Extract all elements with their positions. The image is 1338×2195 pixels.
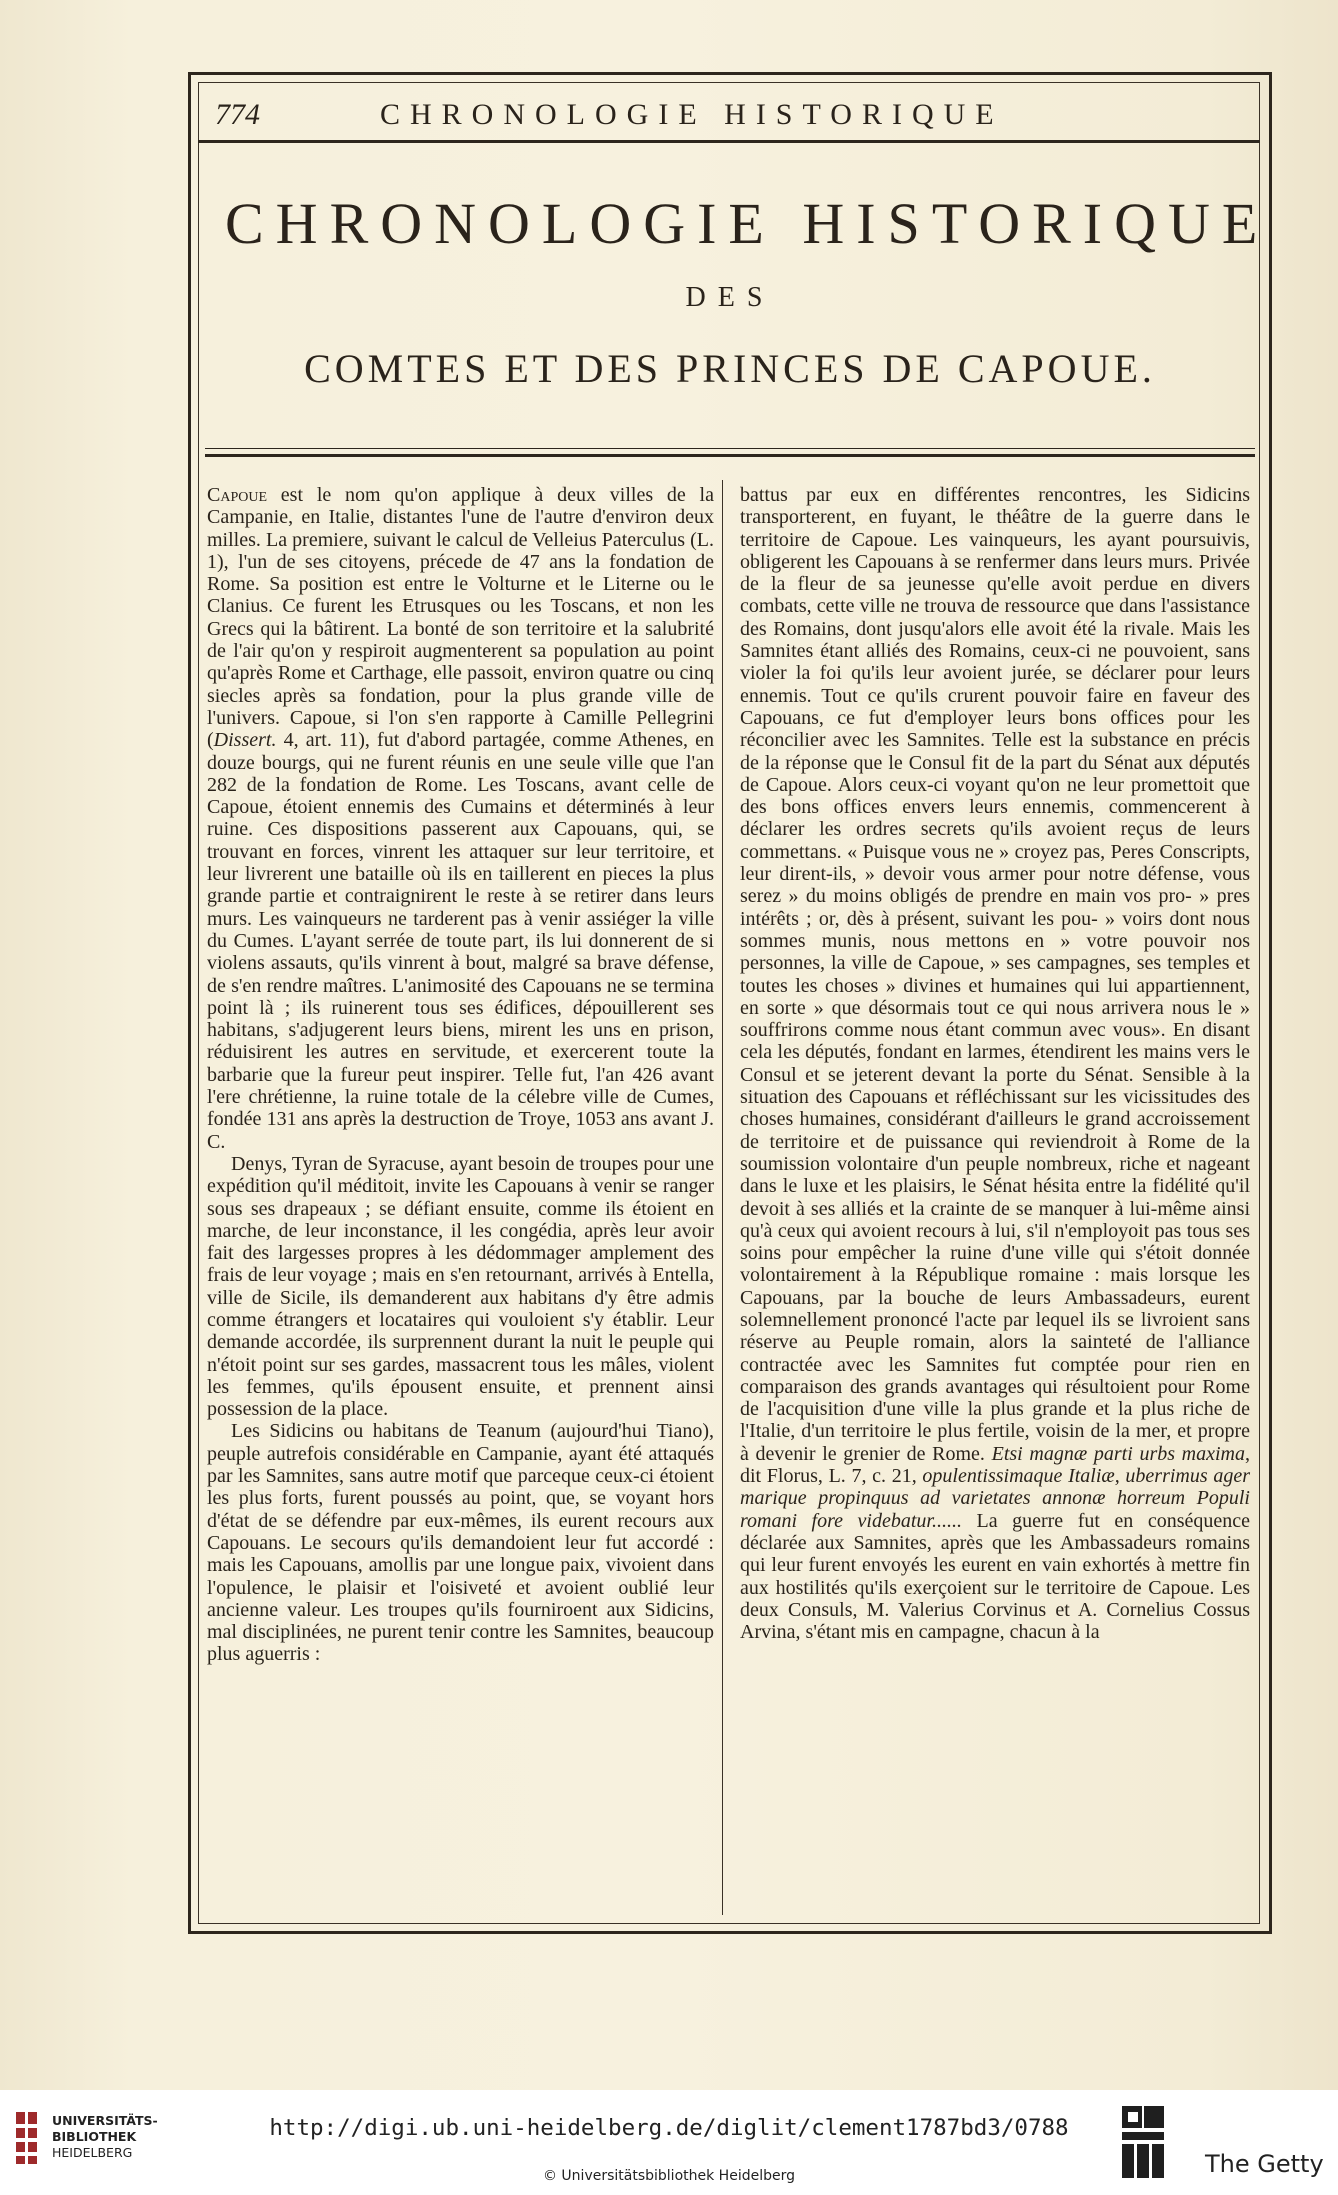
library-name-line: BIBLIOTHEK — [52, 2129, 137, 2144]
getty-logo-icon — [1120, 2102, 1166, 2182]
title-connector: DES — [685, 282, 775, 313]
drop-word: Capoue — [207, 484, 268, 506]
permalink-url[interactable]: http://digi.ub.uni-heidelberg.de/diglit/clement1787bd3/0788 — [269, 2115, 1069, 2141]
quotation-italic: Etsi magnæ parti urbs maxima — [991, 1442, 1246, 1465]
paragraph — [207, 484, 714, 1153]
copyright-notice: © Universitätsbibliothek Heidelberg — [542, 2168, 795, 2184]
page-subtitle: COMTES ET DES PRINCES DE CAPOUE. — [304, 346, 1156, 391]
paragraph-text: La guerre fut en conséquence déclarée aux Samnites, après que les Ambassadeurs romains qui leur furent envoyés les eurent en vain exhortés à mettre fin aux hostilités qu'ils exerçoient sur le territoire de Capoue. Les deux Consuls, M. Valerius Corvinus et A. Cornelius Cossus Arvina, s'étant mis en campagne, chacun à la — [740, 1509, 1250, 1644]
quotation-italic: opulentissimaque Italiæ, uberrimus ager marique propinquus ad varietates annonæ horreum Populi romani fore videbatur...... — [740, 1465, 1250, 1532]
getty-name: The Getty — [1205, 2150, 1324, 2178]
paragraph-text: , dit Florus, L. 7, c. 21, — [740, 1442, 1251, 1488]
left-column — [207, 484, 714, 1666]
title-rule — [205, 448, 1255, 457]
paragraph: Denys, Tyran de Syracuse, ayant besoin de troupes pour une expédition qu'il méditoit, invite les Capouans à venir se ranger sous ses drapeaux ; se défiant ensuite, comme ils étoient en marche, de leur inconstance, il les congédia, après leur avoir fait des largesses propres à les dédommager amplement des frais de leur voyage ; mais en s'en retournant, arrivés à Entella, ville de Sicile, ils demanderent aux habitans d'y être admis comme étrangers et locataires qui vouloient s'y établir. Leur demande accordée, ils surprennent durant la nuit le peuple qui n'étoit point sur ses gardes, massacrent tous les mâles, violent les femmes, qu'ils épousent ensuite, et prennent ainsi possession de la place. — [207, 1152, 714, 1421]
header-rule — [198, 140, 1260, 143]
paragraph — [740, 484, 1250, 1643]
running-head: CHRONOLOGIE HISTORIQUE — [380, 98, 1004, 131]
paragraph-text: est le nom qu'on applique à deux villes de la Campanie, en Italie, distantes l'une de l'autre d'environ deux milles. La premiere, suivant le calcul de Velleius Paterculus (L. 1), l'un de ses citoyens, précede de 47 ans la fondation de Rome. Sa position est entre le Volturne et le Literne ou le Clanius. Ce furent les Etrusques ou les Toscans, et non les Grecs qui la bâtirent. La bonté de son territoire et la salubrité de l'air qu'on y respiroit augmenterent sa population au point qu'après Rome et Carthage, elle passoit, environ quatre ou cinq siecles après sa fondation, pour la plus grande ville de l'univers. Capoue, si l'on s'en rapporte à Camille Pellegrini ( — [207, 484, 714, 752]
paragraph-text: 4, art. 11), fut d'abord partagée, comme Athenes, en douze bourgs, qui ne furent réunis en une seule ville que l'an 282 de la fondation de Rome. Les Toscans, avant celle de Capoue, étoient ennemis des Cumains et déterminés à leur ruine. Ces dispositions passerent aux Capouans, qui, se trouvant en forces, vinrent les attaquer sur leur territoire, et leur livrerent une bataille où ils en taillerent en pieces la plus grande partie et contraignirent le reste à se retirer dans leurs murs. Les vainqueurs ne tarderent pas à venir assiéger la ville du Cumes. L'ayant serrée de toute part, ils lui donnerent de si violens assauts, qu'ils vinrent à bout, malgré sa brave défense, de s'en rendre maîtres. L'animosité des Capouans ne se termina point là ; ils ruinerent tous ses édifices, dépouillerent ses habitans, s'adjugerent leurs biens, mirent les uns en prison, réduisirent les autres en servitude, et exercerent toute la barbarie que la fureur peut inspirer. Telle fut, l'an 426 avant l'ere chrétienne, la ruine totale de la célebre ville de Cumes, fondée 131 ans après la destruction de Troye, 1053 ans avant J. C. — [207, 729, 714, 1153]
citation-italic: Dissert. — [213, 729, 277, 752]
paragraph: Les Sidicins ou habitans de Teanum (aujourd'hui Tiano), peuple autrefois considérable en Campanie, ayant été attaqués par les Samnites, sans autre motif que parceque ceux-ci étoient les plus forts, furent poussés au point, que, se voyant hors d'état de se défendre par eux-mêmes, ils eurent recours aux Capouans. Le secours qu'ils demandoient leur fut accordé : mais les Capouans, amollis par une longue paix, vivoient dans l'opulence, le plaisir et l'oisiveté et avoient oublié leur ancienne valeur. Les troupes qu'ils fourniroent aux Sidicins, mal disciplinées, ne purent tenir contre les Samnites, beaucoup plus aguerris : — [207, 1420, 714, 1666]
page-number: 774 — [215, 98, 260, 131]
library-name-line: UNIVERSITÄTS- — [52, 2113, 158, 2128]
right-column — [740, 484, 1250, 1643]
library-name-line: HEIDELBERG — [52, 2145, 133, 2160]
page-title: CHRONOLOGIE HISTORIQUE — [225, 191, 1270, 256]
column-divider — [722, 480, 723, 1915]
paragraph-text: battus par eux en différentes rencontres, les Sidicins transporterent, en fuyant, le théâtre de la guerre dans le territoire de Capoue. Les vainqueurs, les ayant poursuivis, obligerent les Capouans à se renfermer dans leurs murs. Privée de la fleur de sa jeunesse qu'elle avoit perdue en divers combats, cette ville ne trouva de ressource que dans l'assistance des Romains, dont jusqu'alors elle avoit été la rivale. Mais les Samnites étant alliés des Romains, ceux-ci ne pouvoient, sans violer la foi qu'ils leur avoient jurée, se déclarer pour leurs ennemis. Tout ce qu'ils crurent pouvoir faire en faveur des Capouans, ce fut d'employer leurs bons offices pour les réconcilier avec les Samnites. Telle est la substance en précis de la réponse que le Consul fit de la part du Sénat aux députés de Capoue. Alors ceux-ci voyant qu'on ne leur promettoit que des bons offices envers leurs ennemis, commencerent à déclarer les ordres secrets qu'ils avoient reçus de leurs commettans. « Puisque vous ne » croyez pas, Peres Conscripts, leur dirent-ils, » devoir vous armer pour notre défense, vous serez » du moins obligés de prendre en main vos pro- » pres intérêts ; or, dès à présent, suivant les pou- » voirs dont nous sommes munis, nous mettons en » votre pouvoir nos personnes, la ville de Capoue, » ses campagnes, ses temples et toutes les choses » divines et humaines qui lui appartiennent, en sorte » que désormais tout ce qui nous arrivera nous le » souffrirons comme nous étant commun avec vous». En disant cela les députés, fondant en larmes, étendirent les mains vers le Consul et se jeterent devant la porte du Sénat. Sensible à la situation des Capouans et réfléchissant sur les vicissitudes des choses humaines, considérant d'ailleurs le grand accroissement de territoire et de puissance qui reviendroit à Rome de la soumission volontaire d'un peuple nombreux, riche et nageant dans le luxe et les plaisirs, le Sénat hésita entre la fidélité qu'il devoit à ses alliés et la crainte de se manquer à lui-même ainsi qu'à ceux qui avoient recours à lui, s'il n'employoit pas tous ses soins pour empêcher la ruine d'une ville qui s'étoit donnée volontairement à la République romaine : mais lorsque les Capouans, par la bouche de leurs Ambassadeurs, eurent solemnellement prononcé l'acte par lequel ils se livroient sans réserve au Peuple romain, alors la sainteté de l'alliance contractée avec les Samnites fut comptée pour rien en comparaison des grands avantages qui résultoient pour Rome de l'acquisition d'une ville la plus grande et la plus riche de l'Italie, d'un territoire le plus fertile, voisin de la mer, et propre à devenir le grenier de Rome. — [740, 484, 1250, 1465]
